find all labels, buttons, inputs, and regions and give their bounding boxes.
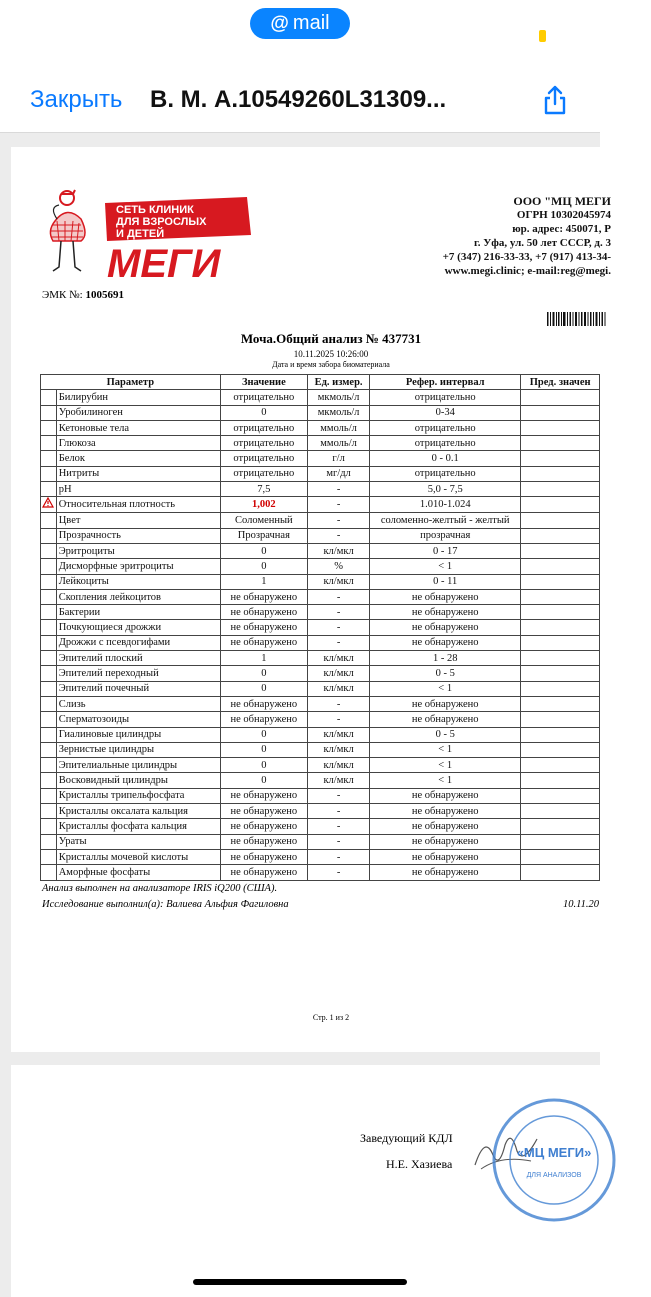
- param-reference: не обнаружено: [370, 819, 521, 834]
- param-unit: кл/мкл: [308, 651, 370, 666]
- param-unit: кл/мкл: [308, 574, 370, 589]
- param-reference: < 1: [370, 559, 521, 574]
- param-name: Глюкоза: [56, 436, 220, 451]
- org-ogrn: ОГРН 10302045974: [516, 209, 611, 221]
- param-name: Ураты: [56, 834, 220, 849]
- param-reference: не обнаружено: [370, 605, 521, 620]
- param-value: не обнаружено: [220, 712, 307, 727]
- navigation-bar: [0, 72, 600, 133]
- param-name: Кетоновые тела: [56, 420, 220, 435]
- flag-cell: [41, 681, 57, 696]
- param-value: не обнаружено: [220, 804, 307, 819]
- param-previous: [521, 742, 600, 757]
- param-value: 0: [220, 543, 307, 558]
- param-value: 0: [220, 773, 307, 788]
- logo-tagline-3: И ДЕТЕЙ: [116, 228, 165, 240]
- analyzer-note: Анализ выполнен на анализаторе IRIS iQ200 (США).: [42, 883, 278, 894]
- logo-tagline-2: ДЛЯ ВЗРОСЛЫХ: [116, 216, 207, 228]
- table-row: [41, 635, 600, 650]
- table-row: [41, 390, 600, 405]
- pdf-page-2: [11, 1065, 600, 1297]
- stamp-subtitle: ДЛЯ АНАЛИЗОВ: [526, 1172, 582, 1179]
- table-row: [41, 849, 600, 864]
- table-row: [41, 666, 600, 681]
- param-value: не обнаружено: [220, 865, 307, 880]
- param-reference: не обнаружено: [370, 865, 521, 880]
- flag-cell: [41, 513, 57, 528]
- param-unit: -: [308, 605, 370, 620]
- flag-cell: [41, 420, 57, 435]
- clinic-stamp-icon: [489, 1095, 619, 1225]
- flag-cell: [41, 405, 57, 420]
- table-row: [41, 727, 600, 742]
- param-unit: -: [308, 528, 370, 543]
- param-reference: 0 - 5: [370, 727, 521, 742]
- param-value: 0: [220, 666, 307, 681]
- param-reference: не обнаружено: [370, 804, 521, 819]
- table-row: [41, 681, 600, 696]
- flag-cell: [41, 451, 57, 466]
- table-row: [41, 742, 600, 757]
- logo-brand-name: МЕГИ: [107, 242, 221, 286]
- param-reference: < 1: [370, 742, 521, 757]
- table-header-row: [41, 375, 600, 390]
- param-value: 0: [220, 742, 307, 757]
- param-reference: 0 - 5: [370, 666, 521, 681]
- param-reference: 5,0 - 7,5: [370, 482, 521, 497]
- param-unit: мкмоль/л: [308, 405, 370, 420]
- param-unit: -: [308, 696, 370, 711]
- flag-cell: [41, 727, 57, 742]
- param-unit: кл/мкл: [308, 666, 370, 681]
- param-value: не обнаружено: [220, 849, 307, 864]
- param-name: Скопления лейкоцитов: [56, 589, 220, 604]
- analysis-datetime: 10.11.2025 10:26:00: [293, 349, 369, 359]
- param-name: Лейкоциты: [56, 574, 220, 589]
- header-reference: Рефер. интервал: [370, 375, 521, 390]
- flag-cell: [41, 651, 57, 666]
- barcode-icon: [547, 312, 607, 326]
- flag-cell: [41, 635, 57, 650]
- param-previous: [521, 497, 600, 513]
- param-value: 0: [220, 559, 307, 574]
- param-value: не обнаружено: [220, 788, 307, 803]
- param-previous: [521, 712, 600, 727]
- param-previous: [521, 635, 600, 650]
- param-name: Восковидный цилиндры: [56, 773, 220, 788]
- param-previous: [521, 788, 600, 803]
- param-value: отрицательно: [220, 390, 307, 405]
- table-row: [41, 834, 600, 849]
- param-name: Эритроциты: [56, 543, 220, 558]
- param-name: Бактерии: [56, 605, 220, 620]
- flag-cell: [41, 819, 57, 834]
- param-unit: -: [308, 589, 370, 604]
- flag-cell: [41, 742, 57, 757]
- param-unit: -: [308, 804, 370, 819]
- org-name: ООО "МЦ МЕГИ: [513, 194, 611, 208]
- param-unit: ммоль/л: [308, 436, 370, 451]
- flag-cell: [41, 849, 57, 864]
- param-previous: [521, 666, 600, 681]
- param-previous: [521, 819, 600, 834]
- megi-logo: [41, 185, 261, 285]
- flag-cell: [41, 712, 57, 727]
- param-value: отрицательно: [220, 436, 307, 451]
- signer-role: Заведующий КДЛ: [360, 1131, 453, 1145]
- param-previous: [521, 451, 600, 466]
- param-name: Кристаллы мочевой кислоты: [56, 849, 220, 864]
- flag-cell: [41, 390, 57, 405]
- param-reference: 1 - 28: [370, 651, 521, 666]
- table-row: [41, 513, 600, 528]
- param-name: Прозрачность: [56, 528, 220, 543]
- param-previous: [521, 804, 600, 819]
- warning-icon: [41, 497, 57, 513]
- table-row: [41, 696, 600, 711]
- table-row: [41, 605, 600, 620]
- report-date: 10.11.20: [563, 899, 599, 910]
- flag-cell: [41, 620, 57, 635]
- param-reference: не обнаружено: [370, 620, 521, 635]
- param-unit: кл/мкл: [308, 758, 370, 773]
- table-row: [41, 451, 600, 466]
- param-value: отрицательно: [220, 420, 307, 435]
- param-reference: соломенно-желтый - желтый: [370, 513, 521, 528]
- param-unit: г/л: [308, 451, 370, 466]
- table-row: [41, 497, 600, 513]
- flag-cell: [41, 666, 57, 681]
- table-row: [41, 773, 600, 788]
- param-reference: отрицательно: [370, 466, 521, 481]
- param-unit: -: [308, 635, 370, 650]
- pdf-viewer[interactable]: [0, 133, 611, 1297]
- param-unit: -: [308, 497, 370, 513]
- param-unit: кл/мкл: [308, 727, 370, 742]
- emk-number: [42, 289, 124, 301]
- org-web-email: www.megi.clinic; e-mail:reg@megi.: [444, 265, 611, 277]
- emk-label: ЭМК №:: [42, 289, 83, 301]
- param-name: Эпителий плоский: [56, 651, 220, 666]
- param-name: Цвет: [56, 513, 220, 528]
- table-row: [41, 528, 600, 543]
- param-value: 0: [220, 405, 307, 420]
- table-row: [41, 758, 600, 773]
- param-name: Аморфные фосфаты: [56, 865, 220, 880]
- param-value: 0: [220, 681, 307, 696]
- param-unit: кл/мкл: [308, 773, 370, 788]
- close-button[interactable]: Закрыть: [30, 86, 123, 113]
- param-name: Нитриты: [56, 466, 220, 481]
- param-reference: 0 - 0.1: [370, 451, 521, 466]
- stamp-name: «МЦ МЕГИ»: [516, 1145, 592, 1160]
- at-icon: @: [270, 12, 289, 34]
- param-reference: не обнаружено: [370, 635, 521, 650]
- param-reference: 0 - 17: [370, 543, 521, 558]
- param-value: 1: [220, 574, 307, 589]
- param-previous: [521, 758, 600, 773]
- flag-cell: [41, 543, 57, 558]
- param-value: не обнаружено: [220, 696, 307, 711]
- header-parameter: Параметр: [41, 375, 221, 390]
- param-unit: -: [308, 788, 370, 803]
- param-name: Кристаллы фосфата кальция: [56, 819, 220, 834]
- param-value: 1,002: [220, 497, 307, 513]
- param-name: Эпителий переходный: [56, 666, 220, 681]
- param-name: Уробилиноген: [56, 405, 220, 420]
- param-previous: [521, 390, 600, 405]
- param-unit: -: [308, 819, 370, 834]
- param-previous: [521, 405, 600, 420]
- param-previous: [521, 420, 600, 435]
- param-previous: [521, 574, 600, 589]
- table-row: [41, 589, 600, 604]
- param-reference: 0-34: [370, 405, 521, 420]
- param-unit: кл/мкл: [308, 742, 370, 757]
- param-name: pH: [56, 482, 220, 497]
- param-reference: не обнаружено: [370, 589, 521, 604]
- header-value: Значение: [220, 375, 307, 390]
- param-value: не обнаружено: [220, 589, 307, 604]
- param-previous: [521, 865, 600, 880]
- param-previous: [521, 834, 600, 849]
- flag-cell: [41, 589, 57, 604]
- flag-cell: [41, 436, 57, 451]
- param-previous: [521, 543, 600, 558]
- param-unit: кл/мкл: [308, 543, 370, 558]
- table-row: [41, 819, 600, 834]
- table-row: [41, 865, 600, 880]
- table-row: [41, 804, 600, 819]
- param-reference: не обнаружено: [370, 696, 521, 711]
- header-unit: Ед. измер.: [308, 375, 370, 390]
- param-reference: не обнаружено: [370, 849, 521, 864]
- table-row: [41, 559, 600, 574]
- param-name: Дисморфные эритроциты: [56, 559, 220, 574]
- param-previous: [521, 727, 600, 742]
- param-name: Зернистые цилиндры: [56, 742, 220, 757]
- performer-note: Исследование выполнил(а): Валиева Альфия Фагиловна: [42, 899, 289, 910]
- analysis-title: Моча.Общий анализ № 437731: [240, 331, 422, 346]
- flag-cell: [41, 466, 57, 481]
- param-unit: мг/дл: [308, 466, 370, 481]
- param-previous: [521, 651, 600, 666]
- param-unit: -: [308, 865, 370, 880]
- param-reference: отрицательно: [370, 436, 521, 451]
- table-row: [41, 436, 600, 451]
- param-reference: отрицательно: [370, 420, 521, 435]
- param-value: отрицательно: [220, 466, 307, 481]
- param-reference: < 1: [370, 758, 521, 773]
- param-unit: -: [308, 482, 370, 497]
- param-name: Почкующиеся дрожжи: [56, 620, 220, 635]
- param-reference: не обнаружено: [370, 712, 521, 727]
- share-icon[interactable]: [540, 84, 570, 116]
- param-value: не обнаружено: [220, 605, 307, 620]
- param-reference: не обнаружено: [370, 788, 521, 803]
- param-reference: отрицательно: [370, 390, 521, 405]
- param-value: не обнаружено: [220, 819, 307, 834]
- param-previous: [521, 696, 600, 711]
- org-legal-address: юр. адрес: 450071, Р: [512, 223, 611, 235]
- analysis-heading: [11, 331, 651, 369]
- param-value: 1: [220, 651, 307, 666]
- param-name: Гиалиновые цилиндры: [56, 727, 220, 742]
- param-reference: 1.010-1.024: [370, 497, 521, 513]
- flag-cell: [41, 773, 57, 788]
- param-unit: ммоль/л: [308, 420, 370, 435]
- param-previous: [521, 605, 600, 620]
- table-row: [41, 788, 600, 803]
- mail-app-pill[interactable]: [250, 8, 350, 39]
- param-unit: -: [308, 513, 370, 528]
- flag-cell: [41, 574, 57, 589]
- table-row: [41, 651, 600, 666]
- param-value: не обнаружено: [220, 620, 307, 635]
- flag-cell: [41, 834, 57, 849]
- param-name: Сперматозоиды: [56, 712, 220, 727]
- param-unit: -: [308, 712, 370, 727]
- param-name: Белок: [56, 451, 220, 466]
- flag-cell: [41, 804, 57, 819]
- param-value: 0: [220, 758, 307, 773]
- signer-name: Н.Е. Хазиева: [386, 1157, 453, 1171]
- emk-value: 1005691: [85, 289, 124, 301]
- table-row: [41, 482, 600, 497]
- flag-cell: [41, 758, 57, 773]
- param-previous: [521, 466, 600, 481]
- flag-cell: [41, 605, 57, 620]
- param-previous: [521, 849, 600, 864]
- param-name: Слизь: [56, 696, 220, 711]
- param-previous: [521, 773, 600, 788]
- org-phones: +7 (347) 216-33-33, +7 (917) 413-34-: [442, 251, 611, 263]
- status-indicator-icon: [539, 30, 546, 42]
- param-previous: [521, 589, 600, 604]
- param-previous: [521, 559, 600, 574]
- param-name: Дрожжи с псевдогифами: [56, 635, 220, 650]
- pdf-page-1: [11, 147, 611, 1052]
- param-value: 0: [220, 727, 307, 742]
- param-value: 7,5: [220, 482, 307, 497]
- flag-cell: [41, 696, 57, 711]
- param-previous: [521, 436, 600, 451]
- header-previous: Пред. значен: [521, 375, 600, 390]
- mail-app-label: mail: [292, 12, 330, 34]
- table-row: [41, 543, 600, 558]
- param-name: Кристаллы оксалата кальция: [56, 804, 220, 819]
- param-unit: -: [308, 849, 370, 864]
- document-title: В. М. А.10549260L31309...: [150, 86, 447, 113]
- table-row: [41, 574, 600, 589]
- org-city-address: г. Уфа, ул. 50 лет СССР, д. 3: [473, 237, 611, 249]
- analysis-datetime-label: Дата и время забора биоматериала: [272, 360, 390, 369]
- param-name: Эпителиальные цилиндры: [56, 758, 220, 773]
- flag-cell: [41, 528, 57, 543]
- param-unit: мкмоль/л: [308, 390, 370, 405]
- param-value: Соломенный: [220, 513, 307, 528]
- home-indicator[interactable]: [193, 1279, 407, 1285]
- param-reference: не обнаружено: [370, 834, 521, 849]
- table-row: [41, 620, 600, 635]
- flag-cell: [41, 865, 57, 880]
- param-unit: кл/мкл: [308, 681, 370, 696]
- param-name: Относительная плотность: [56, 497, 220, 513]
- param-name: Эпителий почечный: [56, 681, 220, 696]
- table-row: [41, 420, 600, 435]
- param-previous: [521, 681, 600, 696]
- param-previous: [521, 513, 600, 528]
- param-previous: [521, 528, 600, 543]
- param-reference: < 1: [370, 773, 521, 788]
- flag-cell: [41, 482, 57, 497]
- flag-cell: [41, 788, 57, 803]
- param-unit: %: [308, 559, 370, 574]
- param-value: отрицательно: [220, 451, 307, 466]
- param-unit: -: [308, 620, 370, 635]
- logo-tagline-1: СЕТЬ КЛИНИК: [116, 204, 194, 216]
- param-previous: [521, 482, 600, 497]
- flag-cell: [41, 559, 57, 574]
- param-previous: [521, 620, 600, 635]
- param-value: не обнаружено: [220, 635, 307, 650]
- param-unit: -: [308, 834, 370, 849]
- table-row: [41, 712, 600, 727]
- table-row: [41, 466, 600, 481]
- table-row: [41, 405, 600, 420]
- param-name: Билирубин: [56, 390, 220, 405]
- organization-header: [311, 194, 611, 278]
- results-table: [40, 374, 600, 881]
- param-value: не обнаружено: [220, 834, 307, 849]
- param-reference: прозрачная: [370, 528, 521, 543]
- param-value: Прозрачная: [220, 528, 307, 543]
- page-number: Стр. 1 из 2: [312, 1013, 350, 1022]
- param-name: Кристаллы трипельфосфата: [56, 788, 220, 803]
- param-reference: < 1: [370, 681, 521, 696]
- param-reference: 0 - 11: [370, 574, 521, 589]
- girl-illustration-icon: [50, 190, 85, 271]
